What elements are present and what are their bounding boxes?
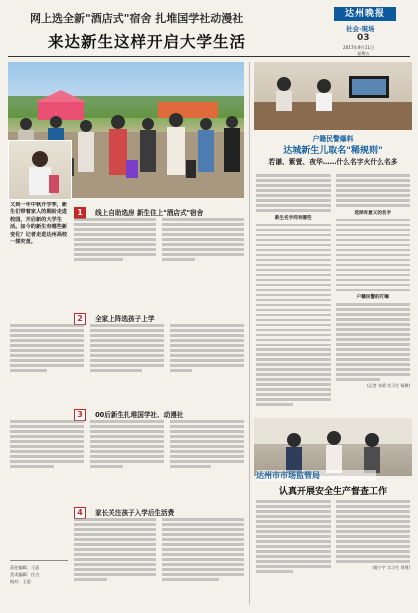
- editor-label: 责任编辑：: [10, 565, 31, 570]
- section-3-number: 3: [74, 409, 86, 421]
- right-story-2-body: [256, 498, 410, 608]
- section-3-title: 00后新生扎堆国学社、动漫社: [95, 411, 184, 419]
- newspaper-logo: 达州晚报: [334, 7, 396, 21]
- right-story-1-author: (记者 刘勇 实习生 杨柳): [367, 383, 410, 389]
- section-1-title: 线上自助选房 新生住上"酒店式"宿舍: [95, 209, 204, 217]
- headline-divider: [8, 56, 410, 57]
- office-illustration: [254, 62, 412, 130]
- section-2-title: 全家上阵选孩子上学: [95, 315, 155, 323]
- right-story-1-subheadline: 若谦、紫萱、夜华……什么名字火什么名多: [268, 158, 398, 166]
- right-photo-inspection: [254, 418, 412, 476]
- top-story-headline: 来达新生这样开启大学生活: [48, 32, 247, 51]
- section-3-body: [10, 418, 244, 486]
- section-2-number: 2: [74, 313, 86, 325]
- page-number: 03: [357, 33, 370, 43]
- top-story-lead: 又到一年中秋开学季，新生们带着家人的期盼走进校园，开启新的大学生活。如今的新生有哪些新变化？记者走进达州高校一探究竟。: [10, 202, 68, 246]
- section-4-body: [74, 516, 244, 604]
- inspection-illustration: [254, 418, 412, 476]
- right-story-1-kicker: 户籍民警爆料: [312, 135, 354, 143]
- subhead-reminder: 户籍民警的叮嘱: [356, 295, 389, 301]
- section-1-body: [74, 216, 244, 280]
- right-photo-office: [254, 62, 412, 130]
- editor-name: 王思: [30, 565, 40, 570]
- masthead: [330, 5, 414, 57]
- right-story-2-kicker: 达州市市场监管局: [256, 470, 376, 481]
- subhead-names: 新生名字同有哪些: [274, 215, 312, 221]
- right-story-1-headline: 达城新生儿取名"稀规则": [283, 146, 383, 156]
- section-2-body: [10, 322, 244, 388]
- inset-illustration: [9, 141, 71, 199]
- right-story-1-body: [256, 172, 410, 420]
- top-story-kicker: 网上选全新"酒店式"宿舍 扎堆国学社动漫社: [30, 12, 244, 25]
- designer-label: 美术编辑：: [10, 572, 31, 577]
- column-divider: [249, 62, 250, 604]
- section-1-number: 1: [74, 207, 86, 219]
- section-4-title: 家长关注孩子入学后生活费: [95, 509, 175, 517]
- section-name: 社会·現场: [346, 25, 375, 33]
- right-story-2-author: (陈宁宇 实习生 刘勇): [372, 565, 410, 571]
- designer-name: 任吉: [30, 572, 40, 577]
- editor-credits: [10, 560, 68, 608]
- section-4-number: 4: [74, 507, 86, 519]
- right-story-2-headline: 认真开展安全生产督查工作: [278, 487, 387, 497]
- date-line: 2017年9月11日: [343, 45, 375, 50]
- proof-name: 王思: [22, 579, 31, 584]
- subhead-meaning: 选择有意义的名字: [354, 210, 392, 216]
- inset-photo-student: [8, 140, 72, 200]
- proof-label: 校对：: [10, 579, 23, 584]
- weekday: 星期五: [357, 51, 370, 56]
